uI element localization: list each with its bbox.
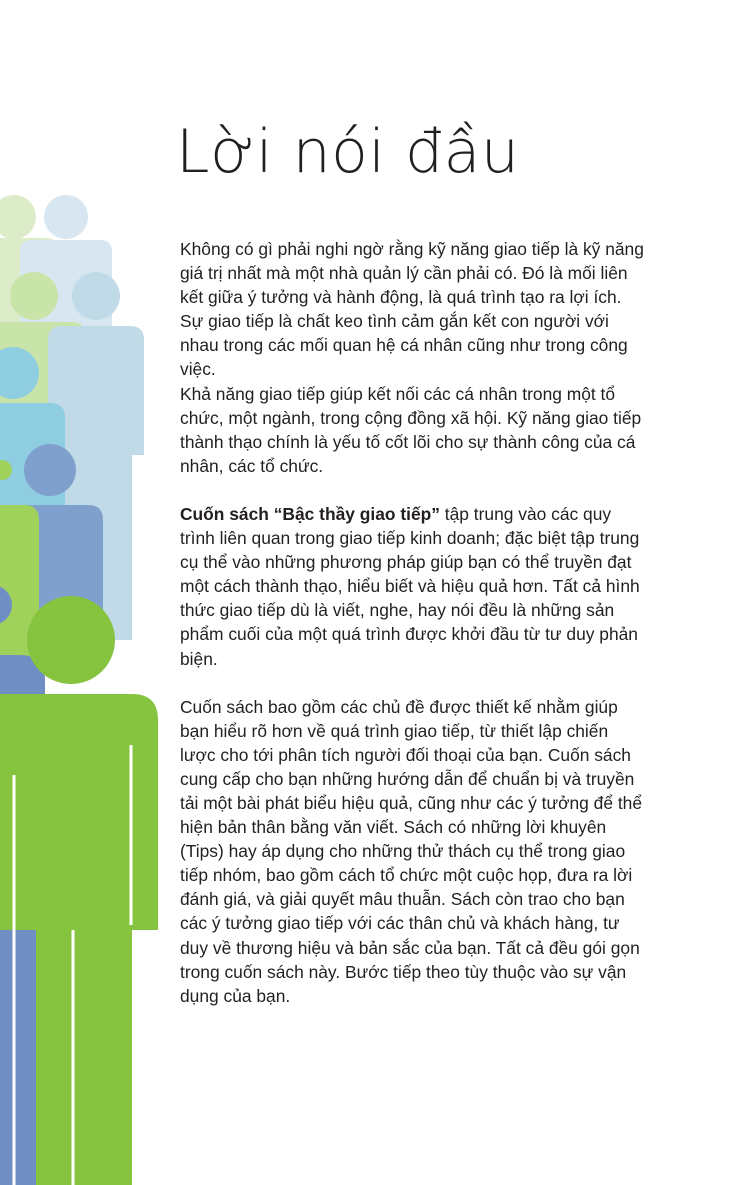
body-text bbox=[180, 237, 645, 1008]
paragraph-book-topics: Cuốn sách bao gồm các chủ đề được thiết kế nhằm giúp bạn hiểu rõ hơn về quá trình giao tiếp, từ thiết lập chiến lược cho tới phân tích người đối thoại của bạn. Cuốn sách cung cấp cho bạn những hướng dẫn để chuẩn bị và truyền tải một bài phát biểu hiệu quả, cũng như các ý tưởng để thể hiện bản thân bằng văn viết. Sách có những lời khuyên (Tips) hay áp dụng cho những thử thách cụ thể trong giao tiếp nhóm, bao gồm cách tổ chức một cuộc họp, đưa ra lời đánh giá, và giải quyết mâu thuẫn. Sách còn trao cho bạn các ý tưởng giao tiếp với các thân chủ và khách hàng, tư duy về thương hiệu và bản sắc của bạn. Tất cả đều gói gọn trong cuốn sách này. Bước tiếp theo tùy thuộc vào sự vận dụng của bạn. bbox=[180, 696, 643, 1006]
paragraph-intro: Không có gì phải nghi ngờ rằng kỹ năng giao tiếp là kỹ năng giá trị nhất mà một nhà quản lý cần phải có. Đó là mối liên kết giữa ý tưởng và hành động, là quá trình tạo ra lợi ích. Sự giao tiếp là chất keo tình cảm gắn kết con người với nhau trong các mối quan hệ cá nhân cũng như trong công việc. bbox=[180, 239, 644, 380]
paragraph-communication-skills: Khả năng giao tiếp giúp kết nối các cá nhân trong một tổ chức, một ngành, trong cộng đồng xã hội. Kỹ năng giao tiếp thành thạo chính là yếu tố cốt lõi cho sự thành công của cá nhân, các tổ chức. bbox=[180, 383, 642, 476]
paragraph-book-focus bbox=[180, 502, 645, 671]
book-title-lead: Cuốn sách “Bậc thầy giao tiếp” bbox=[180, 503, 440, 524]
people-figures-illustration bbox=[0, 0, 190, 1185]
paragraph-book-focus-text: tập trung vào các quy trình liên quan trong giao tiếp kinh doanh; đặc biệt tập trung cụ thể vào những phương pháp giúp bạn có thể truyền đạt một cách thành thạo, hiểu biết và hiệu quả hơn. Tất cả hình thức giao tiếp dù là viết, nghe, hay nói đều là những sản phẩm cuối của một quá trình được khởi đầu từ tư duy phản biện. bbox=[180, 503, 640, 669]
page-title: Lời nói đầu bbox=[176, 117, 520, 187]
